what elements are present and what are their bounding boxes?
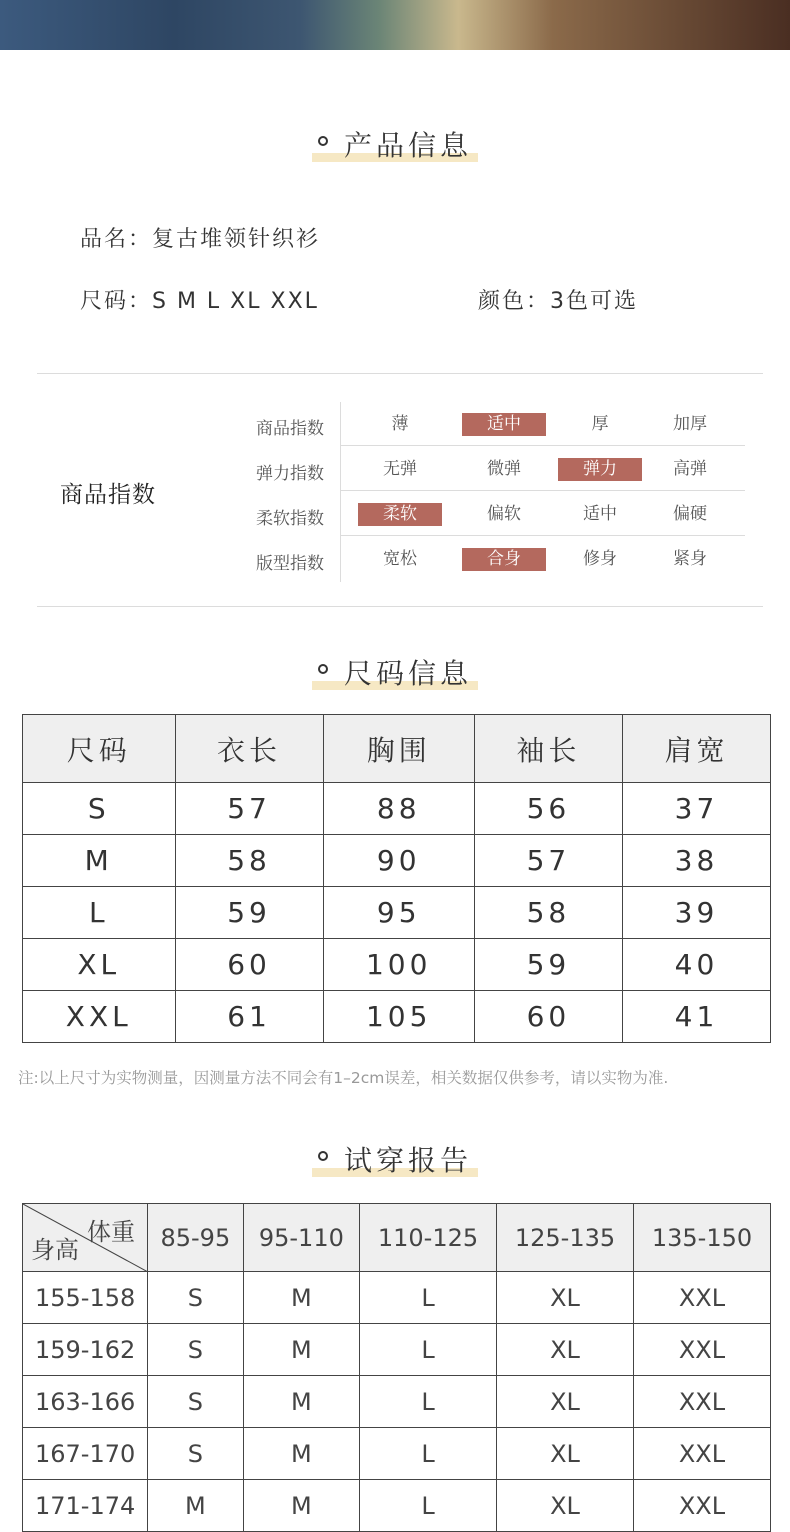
weight-header: 95-110	[243, 1204, 359, 1272]
table-row	[23, 1428, 771, 1480]
table-cell: 38	[622, 835, 770, 887]
index-option: 偏软	[487, 504, 521, 524]
size-cell: S	[148, 1272, 244, 1324]
weight-header: 85-95	[148, 1204, 244, 1272]
table-cell: 60	[474, 991, 622, 1043]
height-cell: 155-158	[23, 1272, 148, 1324]
size-cell: L	[360, 1272, 497, 1324]
corner-height-label: 身高	[31, 1236, 79, 1264]
table-row	[23, 939, 771, 991]
table-cell: 59	[474, 939, 622, 991]
table-header-row	[23, 715, 771, 783]
product-photo-crop	[0, 0, 790, 50]
size-cell: M	[243, 1480, 359, 1532]
measurement-note: 注:以上尺寸为实物测量，因测量方法不同会有1–2cm误差，相关数据仅供参考，请以实物为准.	[18, 1069, 669, 1087]
size-cell: L	[360, 1376, 497, 1428]
height-cell: 167-170	[23, 1428, 148, 1480]
index-row	[240, 492, 745, 536]
row-divider	[340, 490, 745, 491]
product-sizes: 尺码：S M L XL XXL	[80, 289, 319, 314]
table-cell: 100	[323, 939, 474, 991]
table-cell: 57	[474, 835, 622, 887]
header-cell: 袖长	[474, 715, 622, 783]
divider	[37, 606, 763, 607]
size-cell: XXL	[633, 1324, 770, 1376]
ring-icon	[318, 664, 328, 674]
size-cell: M	[148, 1480, 244, 1532]
header-cell: 尺码	[23, 715, 176, 783]
weight-header: 125-135	[497, 1204, 634, 1272]
index-row-label: 柔软指数	[256, 509, 324, 529]
corner-weight-label: 体重	[87, 1218, 135, 1246]
index-option: 薄	[391, 414, 409, 434]
table-cell: 90	[323, 835, 474, 887]
index-option: 宽松	[383, 549, 417, 569]
size-cell: L	[360, 1324, 497, 1376]
height-cell: 171-174	[23, 1480, 148, 1532]
index-row	[240, 402, 745, 446]
size-cell: XXL	[633, 1376, 770, 1428]
table-row	[23, 1376, 771, 1428]
index-option: 紧身	[673, 549, 707, 569]
table-row	[23, 1324, 771, 1376]
weight-header: 135-150	[633, 1204, 770, 1272]
size-cell: XXL	[633, 1480, 770, 1532]
table-row	[23, 1480, 771, 1532]
index-option-selected: 柔软	[358, 503, 442, 526]
index-option: 适中	[583, 504, 617, 524]
table-cell: 56	[474, 783, 622, 835]
size-cell: XL	[497, 1376, 634, 1428]
table-cell: 41	[622, 991, 770, 1043]
index-option: 微弹	[487, 459, 521, 479]
table-row	[23, 887, 771, 939]
size-cell: XL	[497, 1324, 634, 1376]
table-row	[23, 835, 771, 887]
table-cell: 88	[323, 783, 474, 835]
table-cell: L	[23, 887, 176, 939]
table-cell: 39	[622, 887, 770, 939]
row-divider	[340, 445, 745, 446]
size-cell: XXL	[633, 1428, 770, 1480]
table-cell: 57	[175, 783, 323, 835]
size-cell: XL	[497, 1428, 634, 1480]
index-row-label: 弹力指数	[256, 464, 324, 484]
divider	[37, 373, 763, 374]
size-cell: M	[243, 1272, 359, 1324]
product-name: 品名：复古堆领针织衫	[80, 227, 321, 252]
table-row	[23, 1272, 771, 1324]
ring-icon	[318, 1151, 328, 1161]
table-cell: 61	[175, 991, 323, 1043]
table-cell: 40	[622, 939, 770, 991]
table-cell: 95	[323, 887, 474, 939]
section-title-size: 尺码信息	[0, 652, 790, 692]
ring-icon	[318, 136, 328, 146]
table-header-row	[23, 1204, 771, 1272]
fit-table	[22, 1203, 771, 1532]
size-table	[22, 714, 771, 1043]
table-cell: 60	[175, 939, 323, 991]
height-cell: 163-166	[23, 1376, 148, 1428]
size-cell: M	[243, 1376, 359, 1428]
index-row-label: 商品指数	[256, 419, 324, 439]
size-cell: L	[360, 1480, 497, 1532]
height-cell: 159-162	[23, 1324, 148, 1376]
size-cell: L	[360, 1428, 497, 1480]
corner-cell	[23, 1204, 148, 1272]
table-cell: 37	[622, 783, 770, 835]
size-cell: XXL	[633, 1272, 770, 1324]
table-row	[23, 991, 771, 1043]
index-row	[240, 537, 745, 581]
table-cell: 58	[175, 835, 323, 887]
section-title-fit: 试穿报告	[0, 1139, 790, 1179]
header-cell: 肩宽	[622, 715, 770, 783]
table-cell: 58	[474, 887, 622, 939]
size-cell: M	[243, 1428, 359, 1480]
size-cell: S	[148, 1376, 244, 1428]
table-row	[23, 783, 771, 835]
header-cell: 胸围	[323, 715, 474, 783]
header-cell: 衣长	[175, 715, 323, 783]
table-cell: S	[23, 783, 176, 835]
product-colors: 颜色：3色可选	[478, 289, 638, 314]
index-option-selected: 适中	[462, 413, 546, 436]
index-option: 加厚	[673, 414, 707, 434]
index-option: 无弹	[383, 459, 417, 479]
index-option: 偏硬	[673, 504, 707, 524]
table-cell: XXL	[23, 991, 176, 1043]
index-title: 商品指数	[60, 482, 156, 508]
index-option: 高弹	[673, 459, 707, 479]
table-cell: 105	[323, 991, 474, 1043]
row-divider	[340, 535, 745, 536]
index-option-selected: 弹力	[558, 458, 642, 481]
size-cell: M	[243, 1324, 359, 1376]
index-row-label: 版型指数	[256, 554, 324, 574]
index-option: 厚	[591, 414, 609, 434]
size-cell: S	[148, 1428, 244, 1480]
table-cell: M	[23, 835, 176, 887]
size-cell: XL	[497, 1272, 634, 1324]
table-cell: XL	[23, 939, 176, 991]
size-cell: XL	[497, 1480, 634, 1532]
index-row	[240, 447, 745, 491]
size-cell: S	[148, 1324, 244, 1376]
index-option-selected: 合身	[462, 548, 546, 571]
index-option: 修身	[583, 549, 617, 569]
table-cell: 59	[175, 887, 323, 939]
section-title-product: 产品信息	[0, 124, 790, 164]
weight-header: 110-125	[360, 1204, 497, 1272]
